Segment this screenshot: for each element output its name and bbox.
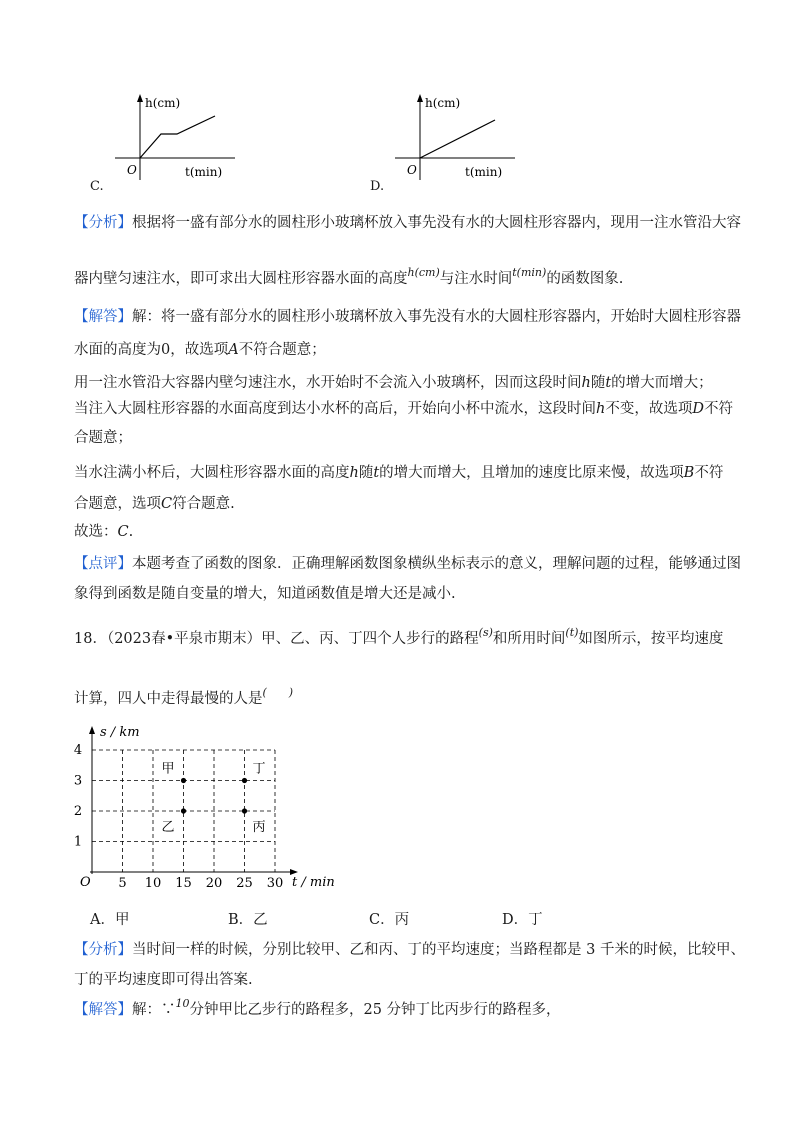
analysis-tag: 【分析】 xyxy=(74,942,132,958)
graph-c-curve xyxy=(140,116,215,158)
graph-d-y-arrow xyxy=(417,94,423,102)
graph-c-y-label: h(cm) xyxy=(145,96,181,110)
solution-tag: 【解答】 xyxy=(74,1002,132,1018)
chart-x-label: t / min xyxy=(292,875,335,890)
q17-solution-line5: 合题意； xyxy=(74,430,132,446)
chart-axes xyxy=(89,726,298,875)
option-d[interactable]: D．丁 xyxy=(502,912,543,928)
x-tick-label: 10 xyxy=(144,876,162,891)
y-tick-label: 1 xyxy=(73,834,83,850)
q17-solution-line7: 合题意，选项C符合题意. xyxy=(74,496,235,512)
x-tick-label: 15 xyxy=(175,876,192,891)
option-c[interactable]: C．丙 xyxy=(369,912,410,928)
distance-time-chart xyxy=(70,718,370,898)
comment-tag: 【点评】 xyxy=(74,556,132,572)
data-point xyxy=(181,778,186,783)
q18-analysis-line2: 丁的平均速度即可得出答案. xyxy=(74,972,253,988)
q18-stem-line1: 18．（2023春•平泉市期末）甲、乙、丙、丁四个人步行的路程$^{(s)}$和所用时间$^{(t)}$如图所示，按平均速度 xyxy=(74,626,724,647)
option-b[interactable]: B．乙 xyxy=(228,912,268,928)
q18-stem-line2: 计算，四人中走得最慢的人是( ) xyxy=(74,686,294,707)
q17-analysis-line2: 器内壁匀速注水，即可求出大圆柱形容器水面的高度$^{h(cm)}$与注水时间$^{t(min)}$的函数图象. xyxy=(74,266,624,287)
chart-y-label: s / km xyxy=(100,725,140,740)
q17-solution-line6: 当水注满小杯后，大圆柱形容器水面的高度h随t的增大而增大，且增加的速度比原来慢，故选项B不符 xyxy=(74,465,724,481)
solution-tag: 【解答】 xyxy=(74,309,132,325)
option-a[interactable]: A．甲 xyxy=(90,912,130,928)
y-tick-label: 4 xyxy=(73,743,83,758)
chart-y-arrow xyxy=(89,726,95,734)
q17-comment-line2: 象得到函数是随自变量的增大，知道函数值是增大还是减小. xyxy=(74,586,456,602)
point-label: 丙 xyxy=(252,820,266,835)
x-tick-label: 20 xyxy=(205,876,223,891)
data-point xyxy=(181,808,186,813)
graph-d-curve xyxy=(420,120,495,158)
q17-comment-line1: 【点评】本题考查了函数的图象．正确理解函数图象横纵坐标表示的意义，理解问题的过程，能够通过图 xyxy=(74,556,741,572)
q17-analysis-line1: 【分析】根据将一盛有部分水的圆柱形小玻璃杯放入事先没有水的大圆柱形容器内，现用一注水管沿大容 xyxy=(74,215,741,231)
question-number: 18． xyxy=(74,631,107,647)
q17-solution-line2: 水面的高度为0，故选项A不符合题意； xyxy=(74,342,326,358)
q17-solution-line4: 当注入大圆柱形容器的水面高度到达小水杯的高后，开始向小杯中流水，这段时间h不变，故选项D不符 xyxy=(74,401,733,417)
data-point xyxy=(242,808,247,813)
graph-d-y-label: h(cm) xyxy=(425,96,461,110)
graph-c-x-label: t(min) xyxy=(185,165,223,179)
graph-c-origin: O xyxy=(127,163,137,177)
analysis-tag: 【分析】 xyxy=(74,215,132,231)
graph-d-option-label: D. xyxy=(370,179,385,194)
q17-solution-line8: 故选：C. xyxy=(74,524,134,540)
y-tick-label: 3 xyxy=(73,773,83,789)
chart-points xyxy=(162,762,266,836)
graph-d xyxy=(365,92,525,188)
graph-c xyxy=(85,92,245,188)
question-source: （2023春•平泉市期末） xyxy=(106,631,262,647)
graph-c-y-arrow xyxy=(137,94,143,102)
x-tick-label: 5 xyxy=(118,876,127,891)
graph-d-x-label: t(min) xyxy=(465,165,503,179)
q18-analysis-line1: 【分析】当时间一样的时候，分别比较甲、乙和丙、丁的平均速度；当路程都是 3 千米的时候，比较甲、 xyxy=(74,942,745,958)
x-tick-label: 30 xyxy=(266,876,284,891)
q17-solution-line3: 用一注水管沿大容器内壁匀速注水，水开始时不会流入小玻璃杯，因而这段时间h随t的增大而增大； xyxy=(74,375,713,391)
q18-solution-line1: 【解答】解：∵$^{10}$分钟甲比乙步行的路程多，25 分钟丁比丙步行的路程多， xyxy=(74,997,561,1018)
q17-solution-line1: 【解答】解：将一盛有部分水的圆柱形小玻璃杯放入事先没有水的大圆柱形容器内，开始时大圆柱形容器 xyxy=(74,309,741,325)
point-label: 乙 xyxy=(161,820,175,835)
answer-blank: ( ) xyxy=(262,686,294,699)
graph-d-origin: O xyxy=(407,163,417,177)
point-label: 丁 xyxy=(252,761,266,777)
graph-c-option-label: C. xyxy=(90,179,104,194)
x-tick-label: 25 xyxy=(236,876,253,891)
point-label: 甲 xyxy=(161,761,175,777)
chart-origin-label: O xyxy=(80,875,91,890)
data-point xyxy=(242,778,247,783)
y-tick-label: 2 xyxy=(73,804,83,819)
